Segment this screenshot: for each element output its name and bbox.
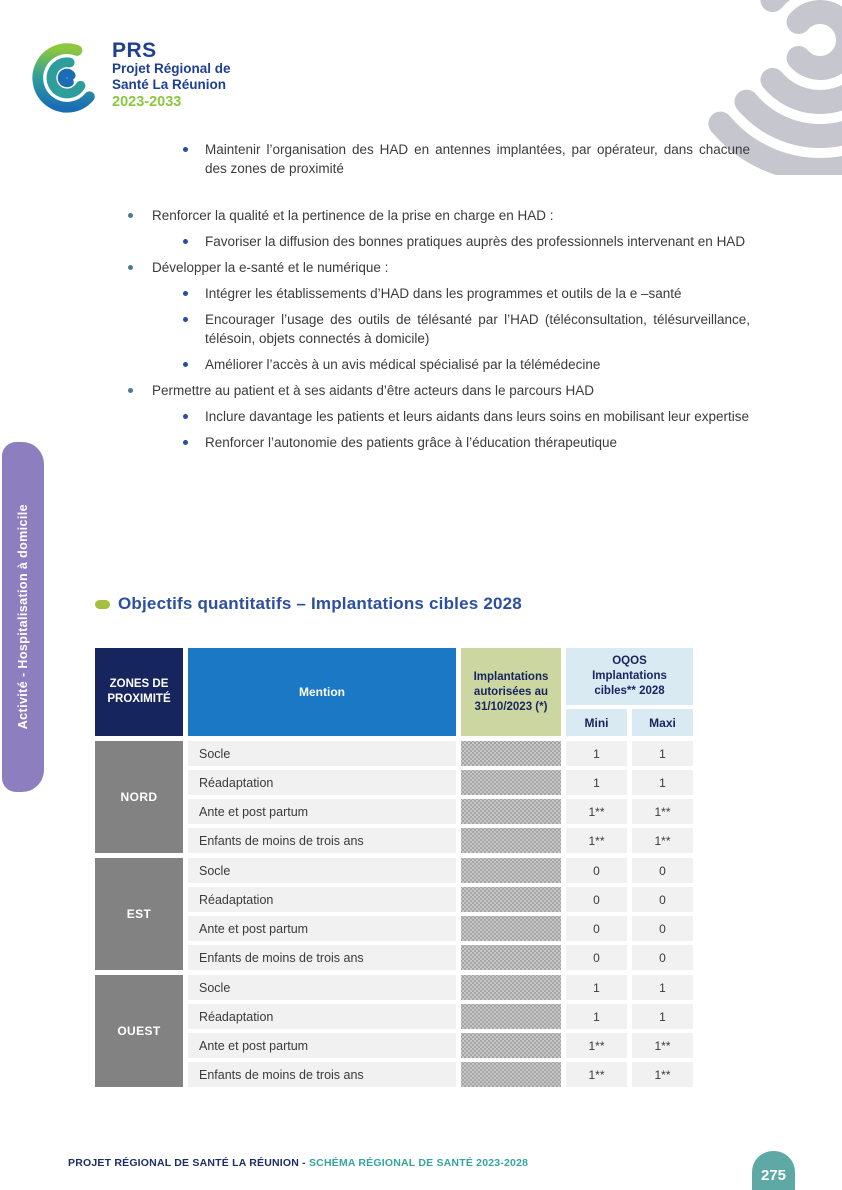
redacted-value-cell	[461, 916, 561, 941]
bullet-text: Encourager l’usage des outils de télésanté par l’HAD (téléconsultation, télésurveillance, télésoin, objets connectés à domicile)	[205, 312, 750, 346]
bullet-text: Inclure davantage les patients et leurs aidants dans leurs soins en mobilisant leur expertise	[205, 409, 750, 424]
bullet-item	[177, 355, 750, 374]
side-tab-label: Activité - Hospitalisation à domicile	[16, 504, 30, 730]
mini-value-cell: 0	[566, 916, 627, 941]
bullet-item	[125, 258, 750, 277]
footer	[68, 1157, 528, 1169]
mention-cell: Ante et post partum	[188, 916, 456, 941]
redacted-value-cell	[461, 975, 561, 1000]
header-mini-maxi-row	[566, 709, 693, 736]
maxi-value-cell: 0	[632, 858, 693, 883]
mention-cell: Socle	[188, 741, 456, 766]
bullet-icon	[183, 239, 188, 244]
bullet-icon	[183, 362, 188, 367]
logo-years: 2023-2033	[112, 94, 182, 110]
redacted-value-cell	[461, 1062, 561, 1087]
bullet-list	[125, 140, 750, 459]
header-maxi: Maxi	[632, 709, 693, 736]
mini-value-cell: 1**	[566, 1062, 627, 1087]
table-group	[95, 975, 698, 1087]
mini-value-cell: 1	[566, 770, 627, 795]
bullet-icon	[183, 414, 188, 419]
page-number: 275	[760, 1167, 787, 1184]
maxi-value-cell: 1**	[632, 1033, 693, 1058]
logo-line1: Projet Régional de	[112, 61, 231, 76]
bullet-item	[125, 381, 750, 400]
redacted-value-cell	[461, 770, 561, 795]
maxi-value-cell: 1**	[632, 828, 693, 853]
bullet-text: Intégrer les établissements d’HAD dans les programmes et outils de la e –santé	[205, 286, 682, 301]
maxi-value-cell: 0	[632, 887, 693, 912]
mini-value-cell: 1	[566, 1004, 627, 1029]
maxi-value-cell: 0	[632, 916, 693, 941]
zone-cell: OUEST	[95, 975, 183, 1087]
bullet-text: Maintenir l’organisation des HAD en antennes implantées, par opérateur, dans chacune des zones de proximité	[205, 142, 750, 176]
bullet-item	[125, 206, 750, 225]
redacted-value-cell	[461, 858, 561, 883]
bullet-text: Renforcer l’autonomie des patients grâce à l’éducation thérapeutique	[205, 435, 618, 450]
bullet-icon	[183, 440, 188, 445]
maxi-value-cell: 1	[632, 770, 693, 795]
header-oqos-group	[566, 648, 693, 736]
redacted-value-cell	[461, 887, 561, 912]
maxi-value-cell: 1	[632, 741, 693, 766]
mention-cell: Réadaptation	[188, 887, 456, 912]
prs-logo-arcs-icon	[28, 36, 106, 116]
bullet-text: Favoriser la diffusion des bonnes pratiques auprès des professionnels intervenant en HAD	[205, 234, 746, 249]
maxi-value-cell: 1	[632, 1004, 693, 1029]
bullet-icon	[128, 265, 133, 270]
zone-cell: EST	[95, 858, 183, 970]
page-number-badge	[752, 1151, 795, 1190]
redacted-value-cell	[461, 741, 561, 766]
bullet-icon	[183, 147, 188, 152]
bullet-item	[177, 140, 750, 178]
zone-cell: NORD	[95, 741, 183, 853]
header-implantations: Implantations autorisées au 31/10/2023 (*)	[461, 648, 561, 736]
bullet-icon	[183, 291, 188, 296]
mention-cell: Réadaptation	[188, 1004, 456, 1029]
maxi-value-cell: 1**	[632, 799, 693, 824]
bullet-text: Améliorer l’accès à un avis médical spécialisé par la télémédecine	[205, 357, 601, 372]
bullet-icon	[183, 317, 188, 322]
bullet-text: Renforcer la qualité et la pertinence de la prise en charge en HAD :	[152, 208, 554, 223]
section-title: Objectifs quantitatifs – Implantations cibles 2028	[118, 594, 522, 613]
mini-value-cell: 1	[566, 975, 627, 1000]
maxi-value-cell: 0	[632, 945, 693, 970]
mini-value-cell: 1**	[566, 828, 627, 853]
redacted-value-cell	[461, 799, 561, 824]
redacted-value-cell	[461, 1004, 561, 1029]
bullet-icon	[128, 388, 133, 393]
mention-cell: Ante et post partum	[188, 1033, 456, 1058]
mini-value-cell: 1**	[566, 1033, 627, 1058]
section-heading	[95, 594, 522, 614]
bullet-item	[177, 407, 750, 426]
logo-acronym: PRS	[112, 39, 157, 62]
table-body	[95, 741, 698, 1087]
mention-cell: Enfants de moins de trois ans	[188, 945, 456, 970]
header-mini: Mini	[566, 709, 627, 736]
side-tab-activite-had	[2, 442, 44, 792]
footer-secondary: SCHÉMA RÉGIONAL DE SANTÉ 2023-2028	[308, 1157, 529, 1169]
prs-logo	[28, 36, 231, 116]
mini-value-cell: 0	[566, 945, 627, 970]
redacted-value-cell	[461, 828, 561, 853]
header-oqos: OQOS Implantations cibles** 2028	[566, 648, 693, 705]
mention-cell: Ante et post partum	[188, 799, 456, 824]
redacted-value-cell	[461, 945, 561, 970]
bullet-item	[177, 433, 750, 452]
bullet-icon	[128, 213, 133, 218]
redacted-value-cell	[461, 1033, 561, 1058]
mini-value-cell: 0	[566, 887, 627, 912]
mention-cell: Enfants de moins de trois ans	[188, 828, 456, 853]
footer-primary: PROJET RÉGIONAL DE SANTÉ LA RÉUNION -	[68, 1157, 309, 1169]
mention-cell: Socle	[188, 975, 456, 1000]
mention-cell: Enfants de moins de trois ans	[188, 1062, 456, 1087]
bullet-item	[177, 310, 750, 348]
table-group	[95, 858, 698, 970]
header-mention: Mention	[188, 648, 456, 736]
bullet-item	[177, 284, 750, 303]
mention-cell: Socle	[188, 858, 456, 883]
maxi-value-cell: 1	[632, 975, 693, 1000]
bullet-text: Permettre au patient et à ses aidants d’être acteurs dans le parcours HAD	[152, 383, 594, 398]
mini-value-cell: 1	[566, 741, 627, 766]
logo-line2: Santé La Réunion	[112, 77, 227, 92]
bullet-item	[177, 232, 750, 251]
table-header	[95, 648, 698, 736]
section-bullet-icon	[95, 600, 110, 609]
prs-logo-text	[112, 36, 231, 116]
header-zones: ZONES DE PROXIMITÉ	[95, 648, 183, 736]
implantations-table	[95, 648, 698, 1092]
maxi-value-cell: 1**	[632, 1062, 693, 1087]
mention-cell: Réadaptation	[188, 770, 456, 795]
mini-value-cell: 1**	[566, 799, 627, 824]
mini-value-cell: 0	[566, 858, 627, 883]
table-group	[95, 741, 698, 853]
bullet-text: Développer la e-santé et le numérique :	[152, 260, 389, 275]
